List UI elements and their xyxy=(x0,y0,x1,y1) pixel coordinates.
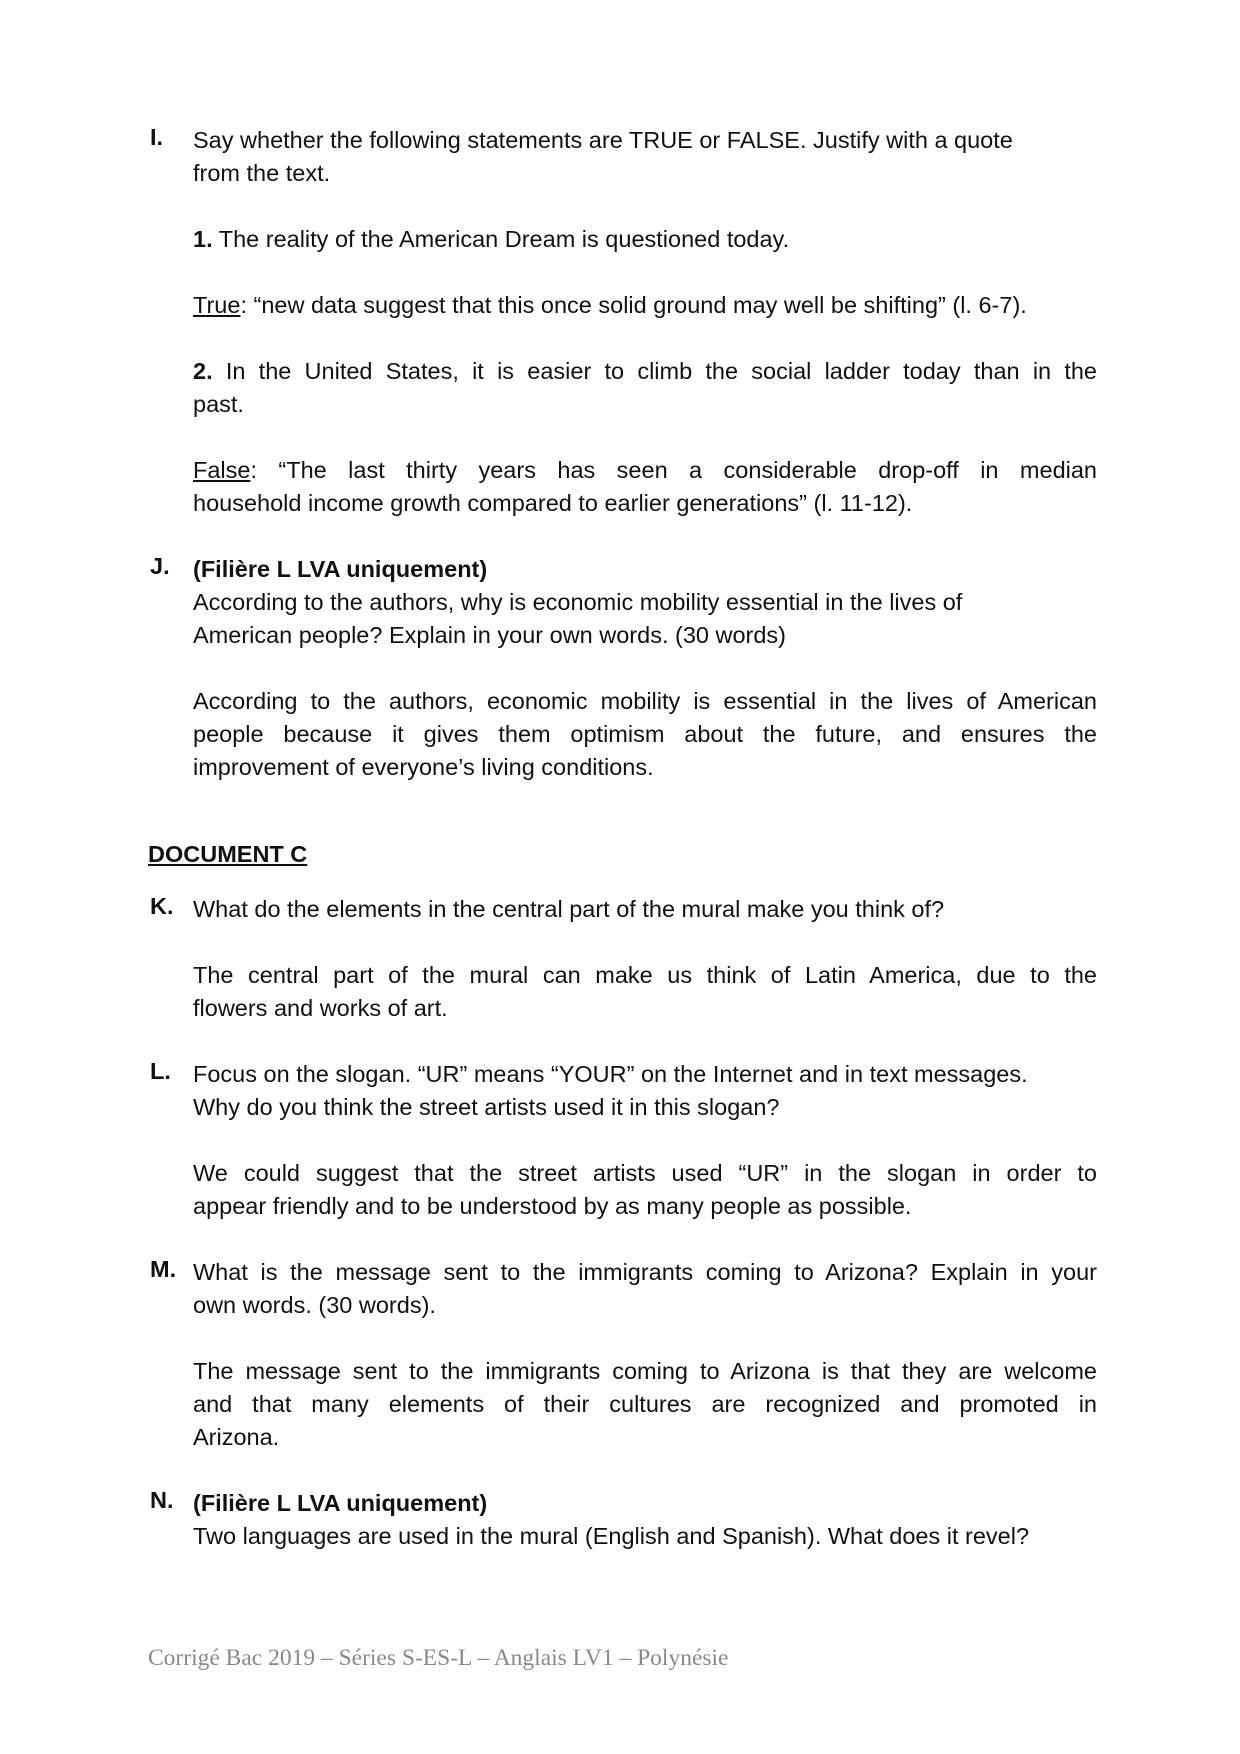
page-footer: Corrigé Bac 2019 – Séries S-ES-L – Anglais LV1 – Polynésie xyxy=(148,1645,729,1671)
question-text-line: What is the message sent to the immigrants coming to Arizona? Explain in your xyxy=(193,1259,1097,1285)
question-text-line: from the text. xyxy=(193,160,331,186)
question-text-line: Why do you think the street artists used it in this slogan? xyxy=(193,1094,780,1120)
question-text-line: Say whether the following statements are TRUE or FALSE. Justify with a quote xyxy=(193,127,1013,153)
question-letter: N. xyxy=(150,1487,174,1513)
statement-2 xyxy=(193,355,1097,388)
statement-number: 1. xyxy=(193,226,213,252)
question-text-line: Two languages are used in the mural (English and Spanish). What does it revel? xyxy=(193,1523,1030,1549)
question-text-line: American people? Explain in your own words. (30 words) xyxy=(193,622,787,648)
statement-text: In the United States, it is easier to climb the social ladder today than in the xyxy=(212,358,1097,384)
verdict-label: True xyxy=(193,292,241,318)
answer-line: We could suggest that the street artists used “UR” in the slogan in order to xyxy=(193,1160,1097,1186)
question-letter: I. xyxy=(150,124,164,150)
question-letter: M. xyxy=(150,1256,177,1282)
answer-1 xyxy=(193,289,1097,322)
question-i xyxy=(150,124,1100,520)
question-k xyxy=(150,893,1100,1025)
statement-text: The reality of the American Dream is questioned today. xyxy=(212,226,790,252)
question-l xyxy=(150,1058,1100,1223)
question-j xyxy=(150,553,1100,784)
answer-text: : “The last thirty years has seen a considerable drop-off in median xyxy=(250,457,1097,483)
answer-text: : “new data suggest that this once solid ground may well be shifting” (l. 6-7). xyxy=(240,292,1027,318)
answer-line: people because it gives them optimism about the future, and ensures the xyxy=(193,721,1097,747)
answer-line: According to the authors, economic mobility is essential in the lives of American xyxy=(193,688,1097,714)
answer-line: Arizona. xyxy=(193,1424,280,1450)
answer-line: appear friendly and to be understood by as many people as possible. xyxy=(193,1193,912,1219)
question-letter: K. xyxy=(150,893,174,919)
question-text-line: According to the authors, why is economic mobility essential in the lives of xyxy=(193,589,963,615)
question-letter: J. xyxy=(150,553,170,579)
statement-number: 2. xyxy=(193,358,213,384)
question-tag: (Filière L LVA uniquement) xyxy=(193,556,488,582)
answer-2-cont: household income growth compared to earlier generations” (l. 11-12). xyxy=(193,490,913,516)
question-tag: (Filière L LVA uniquement) xyxy=(193,1490,488,1516)
question-text-line: Focus on the slogan. “UR” means “YOUR” on the Internet and in text messages. xyxy=(193,1061,1028,1087)
question-n xyxy=(150,1487,1100,1553)
answer-line: The message sent to the immigrants coming to Arizona is that they are welcome xyxy=(193,1358,1097,1384)
answer-line: improvement of everyone’s living conditions. xyxy=(193,754,654,780)
answer-line: and that many elements of their cultures are recognized and promoted in xyxy=(193,1391,1097,1417)
statement-1 xyxy=(193,223,1097,256)
question-text-line: own words. (30 words). xyxy=(193,1292,436,1318)
answer-2 xyxy=(193,454,1097,487)
question-text-line: What do the elements in the central part of the mural make you think of? xyxy=(193,896,945,922)
question-letter: L. xyxy=(150,1058,171,1084)
question-m xyxy=(150,1256,1100,1454)
answer-line: The central part of the mural can make us think of Latin America, due to the xyxy=(193,962,1097,988)
document-heading: DOCUMENT C xyxy=(148,841,308,867)
statement-2-cont: past. xyxy=(193,391,244,417)
answer-line: flowers and works of art. xyxy=(193,995,448,1021)
verdict-label: False xyxy=(193,457,251,483)
